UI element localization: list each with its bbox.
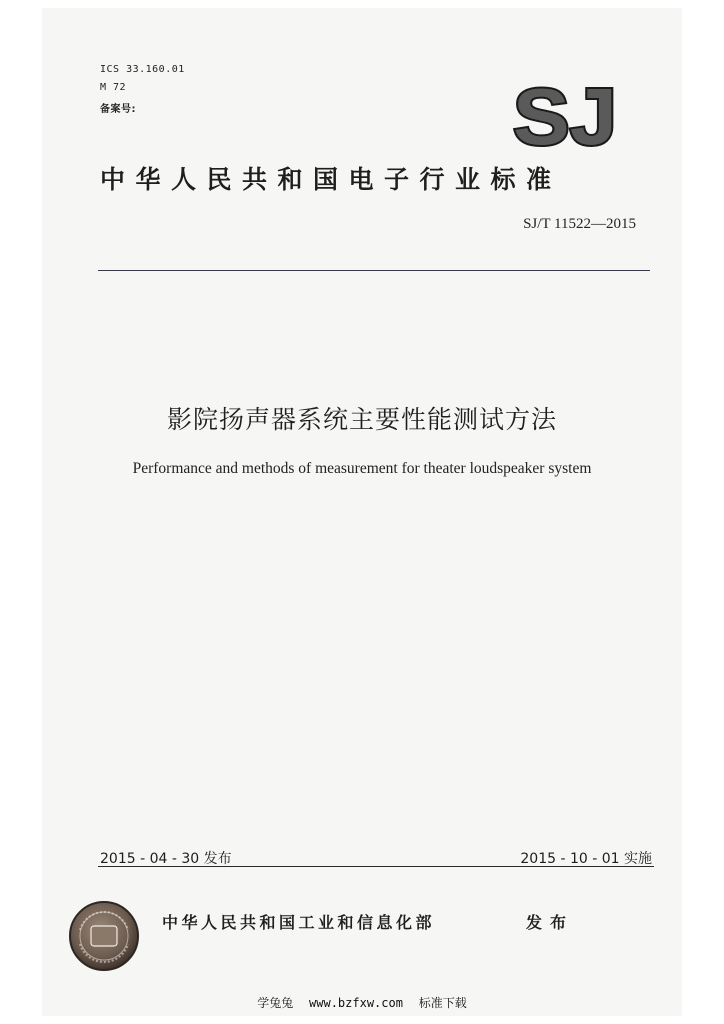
publish-label: 发布 bbox=[526, 913, 575, 932]
issuing-authority: 中华人民共和国工业和信息化部 bbox=[162, 913, 436, 932]
standard-number: SJ/T 11522—2015 bbox=[523, 216, 636, 232]
footer-site-name: 学兔兔 bbox=[257, 996, 294, 1010]
document-title-cn: 影院扬声器系统主要性能测试方法 bbox=[166, 405, 557, 434]
footer-tagline: 标准下载 bbox=[418, 996, 467, 1010]
download-footer bbox=[0, 994, 724, 1011]
sj-logo bbox=[510, 80, 620, 150]
standard-type-title: 中华人民共和国电子行业标准 bbox=[100, 165, 562, 194]
svg-text:SJ: SJ bbox=[513, 80, 617, 150]
category-code: M 72 bbox=[100, 82, 127, 93]
record-number-label: 备案号: bbox=[100, 104, 136, 115]
header-divider bbox=[98, 270, 650, 271]
date-divider bbox=[98, 866, 654, 867]
footer-url-link[interactable]: www.bzfxw.com bbox=[309, 996, 403, 1010]
issue-date: 2015 - 04 - 30 发布 bbox=[100, 851, 232, 867]
document-title-en: Performance and methods of measurement for theater loudspeaker system bbox=[132, 460, 592, 477]
ministry-seal-icon bbox=[68, 900, 140, 972]
ics-code: ICS 33.160.01 bbox=[100, 64, 185, 75]
implementation-date: 2015 - 10 - 01 实施 bbox=[520, 851, 652, 867]
